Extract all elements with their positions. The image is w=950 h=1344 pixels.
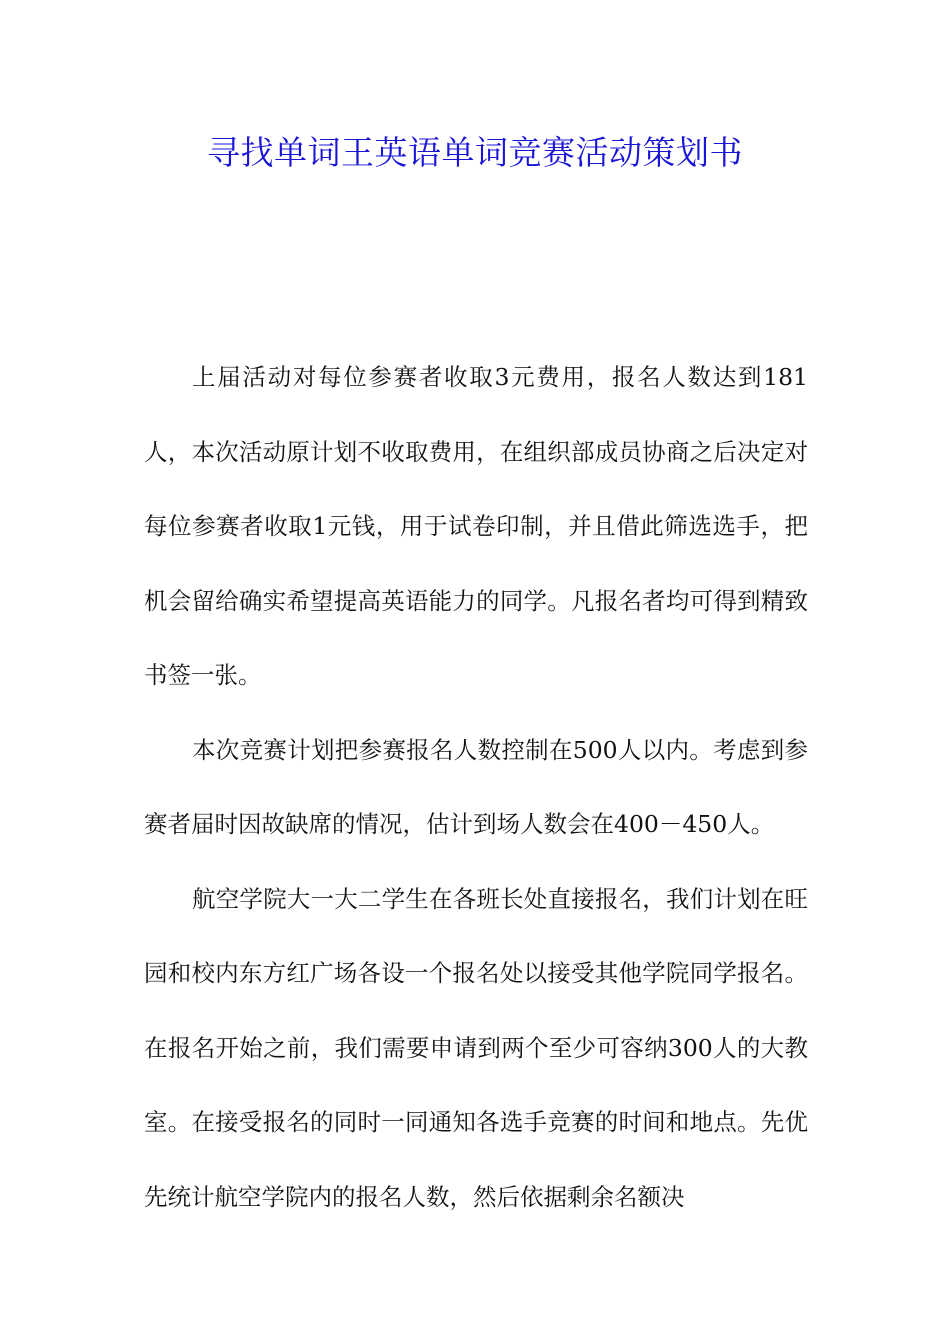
paragraph-participant-limit: 本次竞赛计划把参赛报名人数控制在500人以内。考虑到参赛者届时因故缺席的情况，估计到场人数会在400－450人。 bbox=[144, 735, 808, 838]
document-body bbox=[144, 340, 808, 1234]
document-title: 寻找单词王英语单词竞赛活动策划书 bbox=[207, 133, 743, 172]
paragraph-registration-fee: 上届活动对每位参赛者收取3元费用，报名人数达到181人，本次活动原计划不收取费用，在组织部成员协商之后决定对每位参赛者收取1元钱，用于试卷印制，并且借此筛选选手，把机会留给确实希望提高英语能力的同学。凡报名者均可得到精致书签一张。 bbox=[144, 363, 808, 689]
paragraph-registration-process: 航空学院大一大二学生在各班长处直接报名，我们计划在旺园和校内东方红广场各设一个报名处以接受其他学院同学报名。在报名开始之前，我们需要申请到两个至少可容纳300人的大教室。在接受报名的同时一同通知各选手竞赛的时间和地点。先优先统计航空学院内的报名人数，然后依据剩余名额决 bbox=[144, 884, 808, 1211]
